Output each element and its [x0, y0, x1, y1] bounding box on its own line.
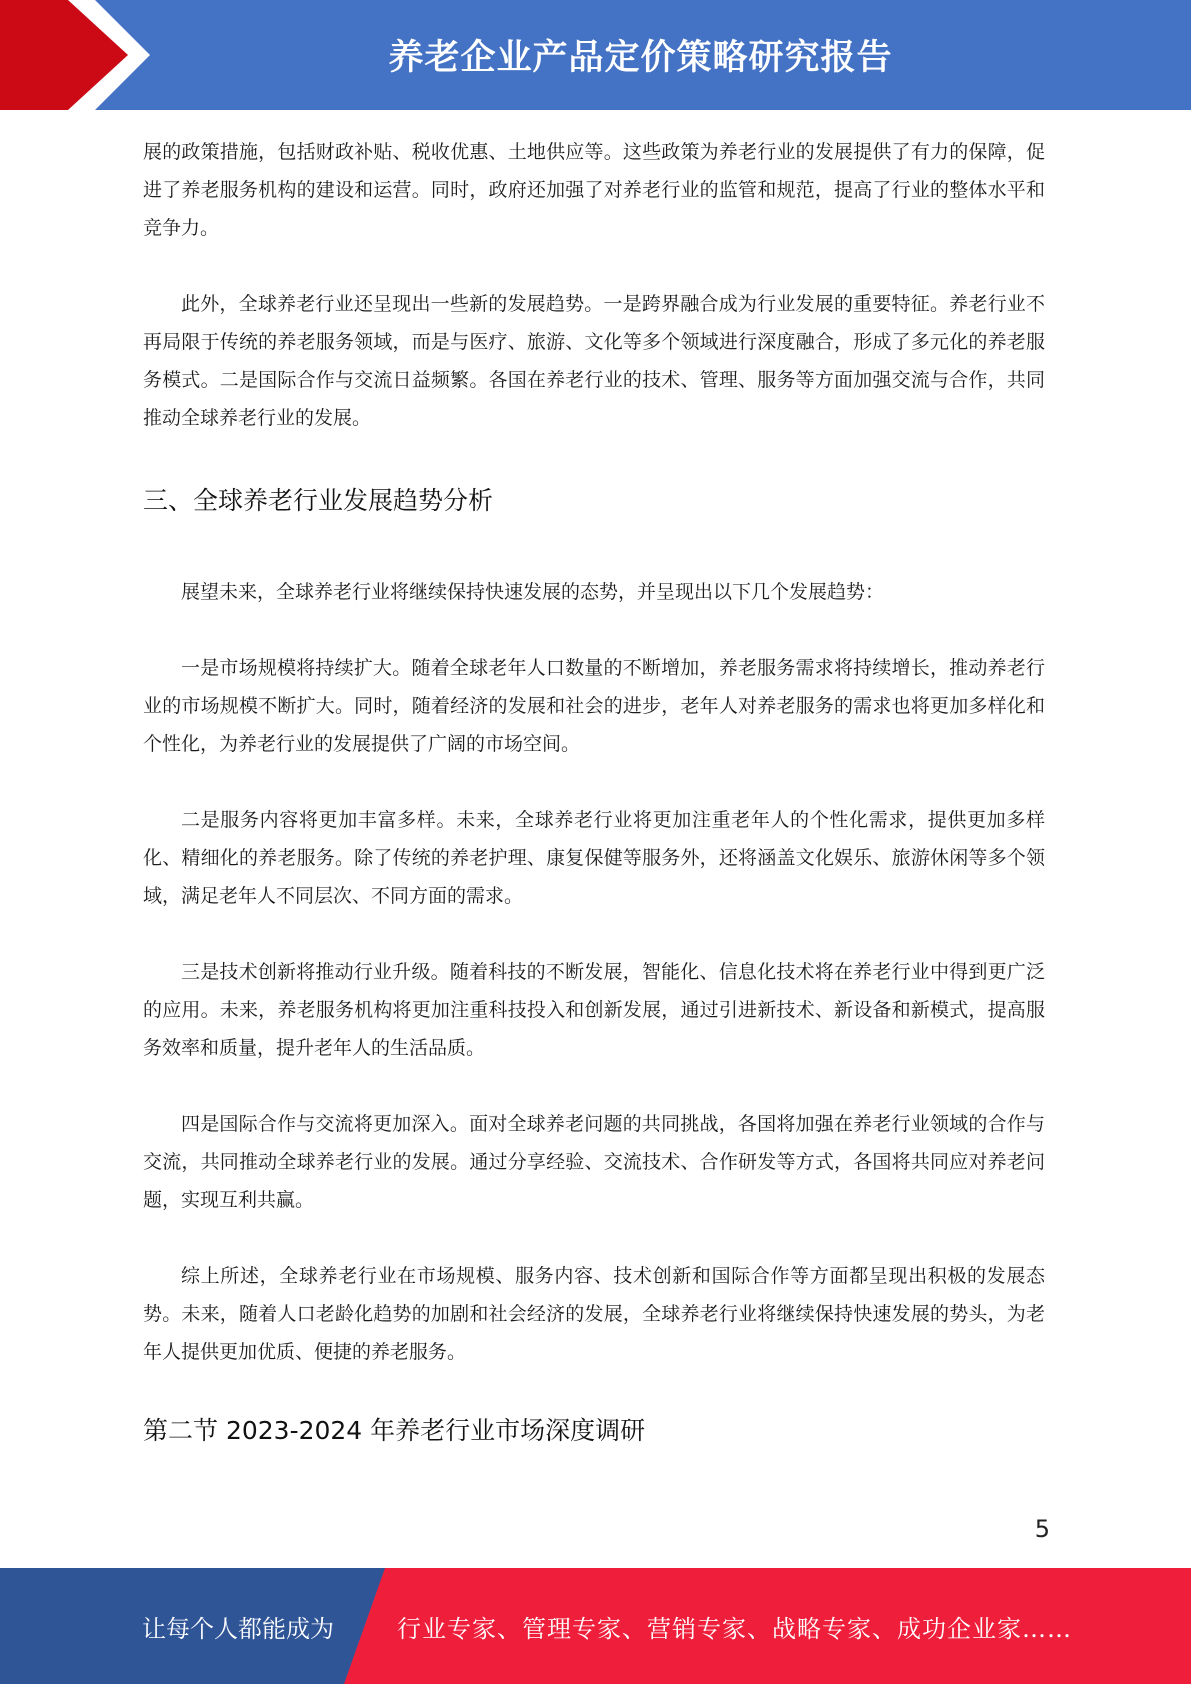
page-content — [143, 133, 1045, 1451]
paragraph: 展的政策措施，包括财政补贴、税收优惠、土地供应等。这些政策为养老行业的发展提供了有力的保障，促进了养老服务机构的建设和运营。同时，政府还加强了对养老行业的监管和规范，提高了行业的整体水平和竞争力。 — [143, 141, 1045, 239]
paragraph: 展望未来，全球养老行业将继续保持快速发展的态势，并呈现出以下几个发展趋势： — [181, 581, 885, 603]
header-arrow-decoration — [0, 0, 160, 110]
paragraph: 二是服务内容将更加丰富多样。未来，全球养老行业将更加注重老年人的个性化需求，提供更加多样化、精细化的养老服务。除了传统的养老护理、康复保健等服务外，还将涵盖文化娱乐、旅游休闲等多个领域，满足老年人不同层次、不同方面的需求。 — [143, 809, 1045, 907]
paragraph: 三是技术创新将推动行业升级。随着科技的不断发展，智能化、信息化技术将在养老行业中得到更广泛的应用。未来，养老服务机构将更加注重科技投入和创新发展，通过引进新技术、新设备和新模式，提高服务效率和质量，提升老年人的生活品质。 — [143, 961, 1045, 1059]
paragraph: 此外，全球养老行业还呈现出一些新的发展趋势。一是跨界融合成为行业发展的重要特征。养老行业不再局限于传统的养老服务领域，而是与医疗、旅游、文化等多个领域进行深度融合，形成了多元化的养老服务模式。二是国际合作与交流日益频繁。各国在养老行业的技术、管理、服务等方面加强交流与合作，共同推动全球养老行业的发展。 — [143, 293, 1045, 429]
paragraph: 一是市场规模将持续扩大。随着全球老年人口数量的不断增加，养老服务需求将持续增长，推动养老行业的市场规模不断扩大。同时，随着经济的发展和社会的进步，老年人对养老服务的需求也将更加多样化和个性化，为养老行业的发展提供了广阔的市场空间。 — [143, 657, 1045, 755]
report-title: 养老企业产品定价策略研究报告 — [388, 38, 893, 78]
page-header — [0, 0, 1191, 110]
paragraph: 四是国际合作与交流将更加深入。面对全球养老问题的共同挑战，各国将加强在养老行业领域的合作与交流，共同推动全球养老行业的发展。通过分享经验、交流技术、合作研发等方式，各国将共同应对养老问题，实现互利共赢。 — [143, 1113, 1045, 1211]
page-number: 5 — [1034, 1515, 1050, 1543]
section-heading: 三、全球养老行业发展趋势分析 — [143, 486, 494, 515]
page-footer — [0, 1568, 1191, 1684]
section-heading: 第二节 2023-2024 年养老行业市场深度调研 — [143, 1416, 646, 1445]
footer-slogan-right: 行业专家、管理专家、营销专家、战略专家、成功企业家…… — [397, 1614, 1072, 1643]
footer-slogan-left: 让每个人都能成为 — [142, 1614, 334, 1643]
paragraph: 综上所述，全球养老行业在市场规模、服务内容、技术创新和国际合作等方面都呈现出积极的发展态势。未来，随着人口老龄化趋势的加剧和社会经济的发展，全球养老行业将继续保持快速发展的势头，为老年人提供更加优质、便捷的养老服务。 — [143, 1265, 1045, 1363]
